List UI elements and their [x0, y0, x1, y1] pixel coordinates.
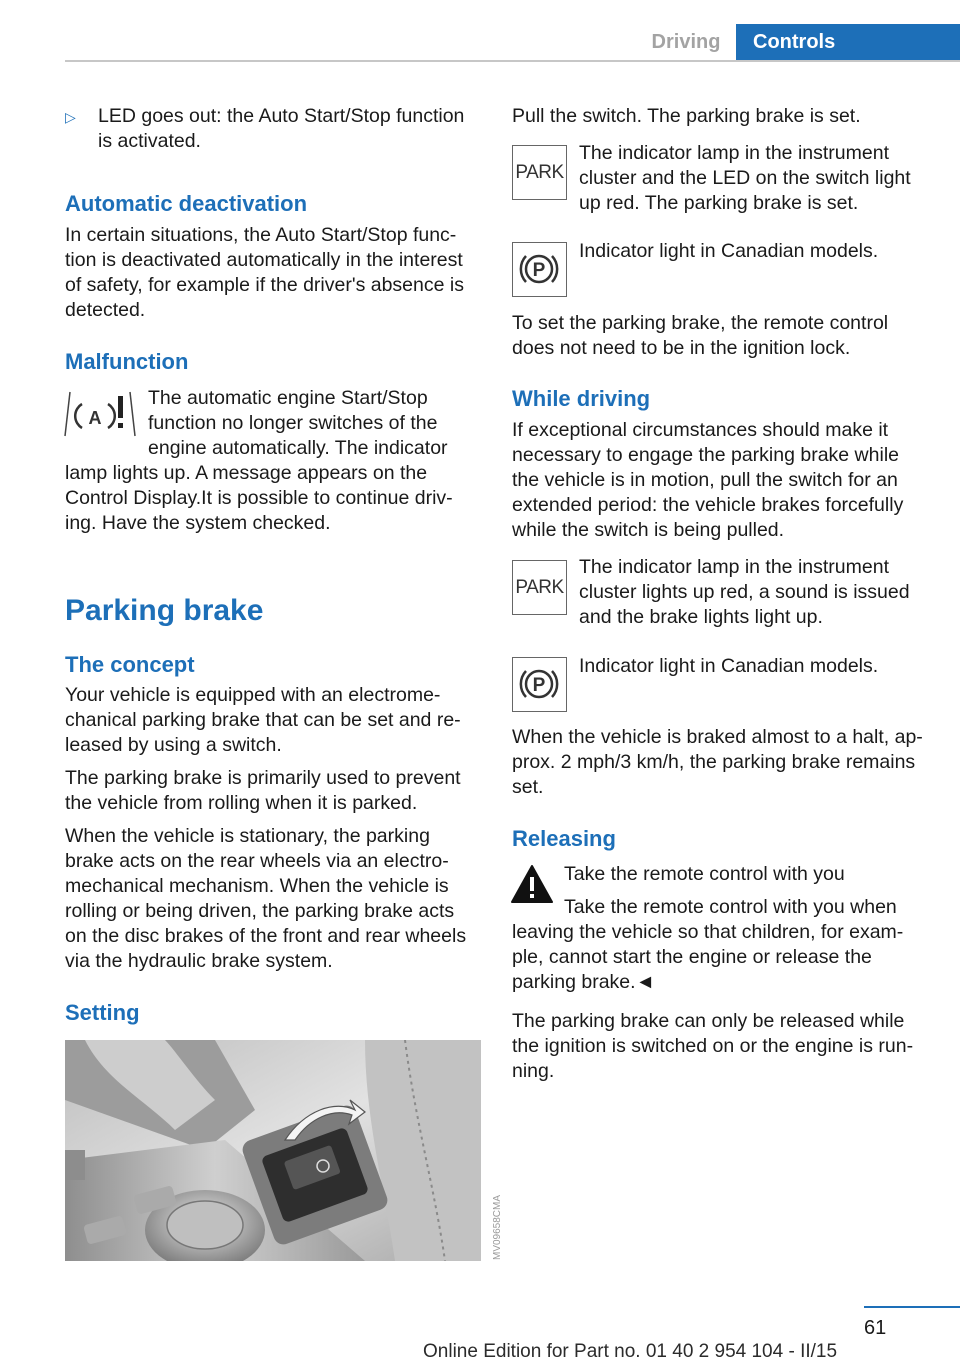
- svg-text:P: P: [532, 675, 546, 696]
- purpose-line: The parking brake is primarily used to prevent: [65, 767, 461, 789]
- halt-line: When the vehicle is braked almost to a halt, ap-: [512, 726, 923, 748]
- footer-edition: Online Edition for Part no. 01 40 2 954 104 - II/15: [423, 1341, 838, 1362]
- bullet-text-line-1: LED goes out: the Auto Start/Stop function: [98, 105, 465, 127]
- concept-line: chanical parking brake that can be set and re-: [65, 709, 461, 731]
- warning-line: leaving the vehicle so that children, for exam-: [512, 921, 904, 943]
- bullet-text-line-2: is activated.: [98, 130, 201, 152]
- halt-line: set.: [512, 776, 544, 798]
- auto-deact-line: tion is deactivated automatically in the interest: [65, 249, 463, 271]
- warning-triangle-icon: [510, 864, 554, 904]
- park-indicator-icon: [512, 560, 567, 615]
- lamp-line: The indicator lamp in the instrument: [579, 142, 889, 164]
- heading-setting: Setting: [65, 1000, 140, 1025]
- warning-line: ple, cannot start the engine or release the: [512, 946, 872, 968]
- canadian-models-line: Indicator light in Canadian models.: [579, 655, 879, 677]
- park-icon-label: PARK: [515, 576, 564, 598]
- lamp2-line: cluster lights up red, a sound is issued: [579, 581, 910, 603]
- remote-line: does not need to be in the ignition lock.: [512, 337, 851, 359]
- auto-deact-line: of safety, for example if the driver's absence is: [65, 274, 464, 296]
- lamp-line: up red. The parking brake is set.: [579, 192, 859, 214]
- concept-line: Your vehicle is equipped with an electrome-: [65, 684, 441, 706]
- canadian-parking-brake-icon: [512, 242, 567, 297]
- footer-rule: [864, 1306, 960, 1308]
- malfunction-line: Control Display.It is possible to continue driv-: [65, 487, 453, 509]
- malfunction-line: function no longer switches of the: [148, 412, 438, 434]
- heading-parking-brake: Parking brake: [65, 594, 264, 627]
- stationary-line: on the disc brakes of the front and rear wheels: [65, 925, 467, 947]
- svg-text:P: P: [532, 260, 546, 281]
- heading-while-driving: While driving: [512, 386, 651, 411]
- header-section-tab: Driving: [651, 31, 721, 53]
- header-chapter-tab: Controls: [736, 24, 960, 61]
- stationary-line: brake acts on the rear wheels via an electro-: [65, 850, 449, 872]
- park-indicator-icon: [512, 145, 567, 200]
- warning-title: Take the remote control with you: [564, 863, 845, 885]
- warning-line: parking brake.◄: [512, 971, 655, 993]
- release-line: ning.: [512, 1060, 555, 1082]
- svg-text:MV09658CMA: MV09658CMA: [492, 1194, 503, 1260]
- warning-line: Take the remote control with you when: [564, 896, 897, 918]
- stationary-line: rolling or being driven, the parking brake acts: [65, 900, 455, 922]
- lamp-line: cluster and the LED on the switch light: [579, 167, 911, 189]
- header-rule: [65, 60, 960, 62]
- heading-malfunction: Malfunction: [65, 349, 189, 374]
- stationary-line: mechanical mechanism. When the vehicle is: [65, 875, 449, 897]
- malfunction-line: The automatic engine Start/Stop: [148, 387, 428, 409]
- malfunction-line: engine automatically. The indicator: [148, 437, 448, 459]
- auto-deact-line: In certain situations, the Auto Start/Stop func-: [65, 224, 457, 246]
- auto-deact-line: detected.: [65, 299, 146, 321]
- exceptional-line: while the switch is being pulled.: [512, 519, 785, 541]
- parking-brake-switch-illustration: [65, 1040, 481, 1261]
- exceptional-line: If exceptional circumstances should make it: [512, 419, 889, 441]
- exceptional-line: the vehicle is in motion, pull the switch for an: [512, 469, 898, 491]
- bullet-marker: ▷: [65, 109, 76, 125]
- lamp2-line: The indicator lamp in the instrument: [579, 556, 889, 578]
- exceptional-line: necessary to engage the parking brake while: [512, 444, 899, 466]
- canadian-parking-brake-icon: [512, 657, 567, 712]
- release-line: The parking brake can only be released while: [512, 1010, 905, 1032]
- halt-line: prox. 2 mph/3 km/h, the parking brake remains: [512, 751, 916, 773]
- lamp2-line: and the brake lights light up.: [579, 606, 823, 628]
- heading-releasing: Releasing: [512, 826, 616, 851]
- heading-the-concept: The concept: [65, 652, 195, 677]
- concept-line: leased by using a switch.: [65, 734, 282, 756]
- exceptional-line: extended period: the vehicle brakes forcefully: [512, 494, 904, 516]
- release-line: the ignition is switched on or the engine is run-: [512, 1035, 914, 1057]
- remote-line: To set the parking brake, the remote control: [512, 312, 889, 334]
- malfunction-line: ing. Have the system checked.: [65, 512, 331, 534]
- page-number: 61: [864, 1317, 887, 1339]
- stationary-line: via the hydraulic brake system.: [65, 950, 333, 972]
- photo-code-label: [489, 1180, 503, 1260]
- park-icon-label: PARK: [515, 161, 564, 183]
- pull-switch-line: Pull the switch. The parking brake is set.: [512, 105, 861, 127]
- engine-start-stop-malfunction-icon: [62, 384, 138, 442]
- canadian-models-line: Indicator light in Canadian models.: [579, 240, 879, 262]
- heading-automatic-deactivation: Automatic deactivation: [65, 191, 308, 216]
- stationary-line: When the vehicle is stationary, the parking: [65, 825, 430, 847]
- svg-text:A: A: [88, 408, 102, 428]
- malfunction-line: lamp lights up. A message appears on the: [65, 462, 428, 484]
- purpose-line: the vehicle from rolling when it is parked.: [65, 792, 418, 814]
